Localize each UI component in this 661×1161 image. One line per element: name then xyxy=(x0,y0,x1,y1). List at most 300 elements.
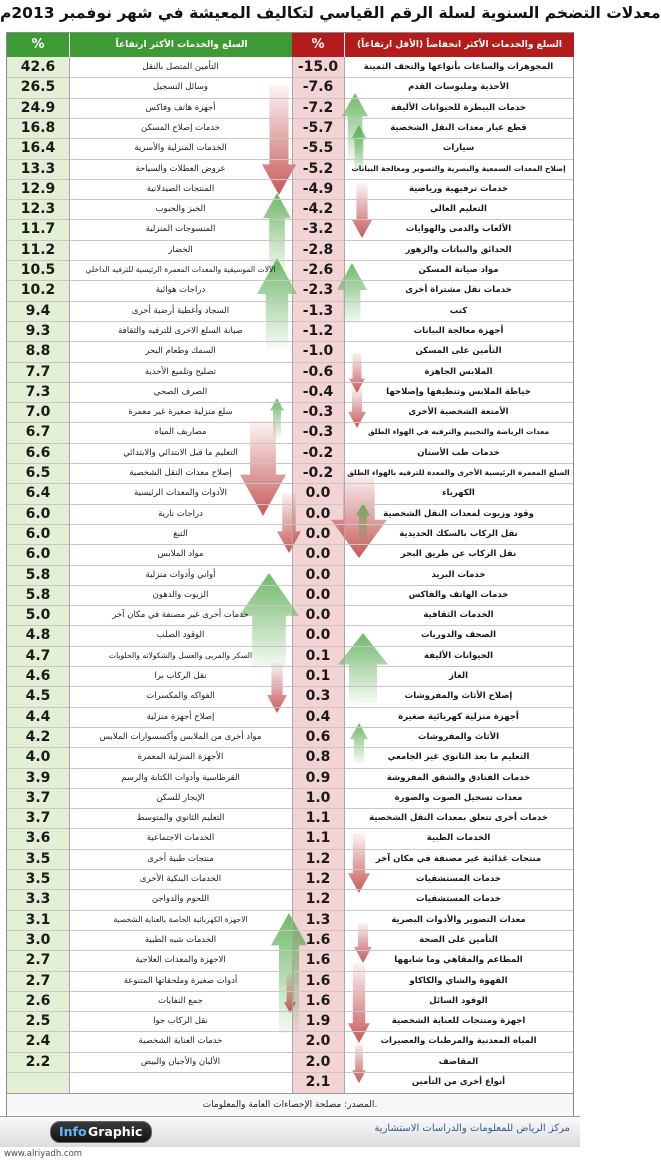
decrease-value: -0.3 xyxy=(302,404,334,421)
table-row xyxy=(7,1031,573,1052)
row-separator xyxy=(7,240,573,241)
decrease-item-name: مواد صيانة المسكن xyxy=(418,265,499,275)
decrease-item-name: التأمين على الصحة xyxy=(419,934,498,945)
row-separator xyxy=(7,971,573,972)
table-row xyxy=(7,443,573,464)
row-separator xyxy=(7,889,573,890)
table-row xyxy=(7,422,573,443)
decrease-value: -5.5 xyxy=(302,140,334,157)
increase-value: 3.5 xyxy=(25,871,51,887)
increase-value: 3.7 xyxy=(25,789,51,806)
increase-value: 6.0 xyxy=(25,546,51,563)
decrease-item-name: خدمات الفنادق والشقق المفروشة xyxy=(386,772,531,783)
increase-item-name: إصلاح أجهزة منزلية xyxy=(146,711,215,722)
decrease-items-header: السلع والخدمات الأكثر انخفاضاً (الأقل ارتفاعاً) xyxy=(344,33,574,57)
table-row xyxy=(7,666,573,687)
table-row xyxy=(7,57,573,78)
decrease-item-name: خدمات المستشفيات xyxy=(416,894,501,905)
decrease-item-name: معدات التصوير والأدوات البصرية xyxy=(391,914,526,925)
increase-value: 4.7 xyxy=(25,647,51,664)
increase-value: 7.0 xyxy=(25,404,51,421)
decrease-value: -0.2 xyxy=(302,444,334,461)
increase-item-name: أواني وأدوات منزلية xyxy=(145,569,216,580)
decrease-item-name: أنواع أخرى من التأمين xyxy=(411,1077,506,1087)
increase-value: 5.8 xyxy=(25,586,51,603)
table-row xyxy=(7,98,573,119)
row-separator xyxy=(7,1031,573,1032)
decrease-item-name: اجهزة ومنتجات للعناية الشخصية xyxy=(391,1016,526,1027)
decrease-value: -2.6 xyxy=(302,262,334,278)
increase-value: 9.4 xyxy=(25,302,51,319)
increase-item-name: التعليم ما قبل الابتدائي والابتدائي xyxy=(123,447,238,458)
increase-item-name: التعليم الثانوي والمتوسط xyxy=(136,813,225,824)
increase-item-name: الفواكه والمكسرات xyxy=(146,691,215,702)
increase-value: 2.6 xyxy=(25,992,51,1009)
table-row xyxy=(7,910,573,931)
row-separator xyxy=(7,625,573,626)
row-separator xyxy=(7,707,573,708)
table-row xyxy=(7,1011,573,1032)
brand-info-text: Info xyxy=(59,1124,87,1139)
table-row xyxy=(7,788,573,809)
table-row xyxy=(7,1052,573,1073)
increase-value: 6.7 xyxy=(25,424,51,441)
increase-item-name: اللحوم والدواجن xyxy=(151,894,210,905)
increase-item-name: الزيوت والدهون xyxy=(152,589,209,600)
row-separator xyxy=(7,585,573,586)
decrease-item-name: منتجات غذائية غير مصنفة في مكان آخر xyxy=(375,853,542,864)
publisher-name: مركز الرياض للمعلومات والدراسات الاستشارية xyxy=(374,1123,570,1134)
row-separator xyxy=(7,504,573,505)
infographic-logo xyxy=(50,1121,152,1143)
decrease-value: -7.2 xyxy=(302,99,334,116)
decrease-value: 0.0 xyxy=(305,505,331,522)
decrease-value: -1.2 xyxy=(302,322,334,339)
decrease-item-name: خدمات الهاتف والفاكس xyxy=(408,589,509,600)
increase-value: 3.1 xyxy=(25,911,51,928)
decrease-value: 1.6 xyxy=(305,952,331,969)
decrease-item-name: التأمين على المسكن xyxy=(415,346,502,357)
increase-value: 3.6 xyxy=(25,830,51,847)
increase-item-name: سلع منزلية صغيرة غير معمرة xyxy=(128,407,233,418)
decrease-item-name: خدمات أخرى تتعلق بمعدات النقل الشخصية xyxy=(369,813,548,824)
decrease-item-name: كتب xyxy=(449,305,468,316)
increase-item-name: وسائل التسجيل xyxy=(153,82,208,93)
decrease-item-name: التعليم العالي xyxy=(430,204,487,215)
decrease-item-name: خدمات ترفيهية ورياضية xyxy=(408,183,509,194)
row-separator xyxy=(7,443,573,444)
decrease-value: 0.0 xyxy=(305,485,331,502)
decrease-item-name: الكهرباء xyxy=(442,488,475,499)
increase-value: 2.5 xyxy=(25,1013,51,1030)
decrease-value: 1.1 xyxy=(305,830,331,847)
increase-value: 12.9 xyxy=(20,180,56,197)
table-row xyxy=(7,199,573,220)
increase-value: 11.2 xyxy=(20,241,56,258)
increase-value: 3.9 xyxy=(25,769,51,786)
increase-item-name: التأمين المتصل بالنقل xyxy=(142,62,219,72)
table-row xyxy=(7,504,573,525)
row-separator xyxy=(7,280,573,281)
table-row xyxy=(7,159,573,180)
table-row xyxy=(7,260,573,281)
decrease-value: -15.0 xyxy=(297,59,339,75)
decrease-value: -2.3 xyxy=(302,282,334,299)
increase-item-name: دراجات نارية xyxy=(158,508,203,519)
decrease-item-name: الصحف والدوريات xyxy=(420,630,497,641)
increase-item-name: مواد أخرى من الملابس وأكسسوارات الملابس xyxy=(99,731,262,742)
decrease-value: 0.1 xyxy=(305,668,331,684)
increase-value: 5.8 xyxy=(25,566,51,583)
decrease-item-name: القهوة والشاي والكاكاو xyxy=(409,975,508,986)
table-row xyxy=(7,747,573,768)
decrease-item-name: الأحذية وملبوسات القدم xyxy=(408,82,509,93)
decrease-item-name: خدمات المستشفيات xyxy=(416,874,501,884)
table-row xyxy=(7,686,573,707)
decrease-value: 1.1 xyxy=(305,810,331,827)
increase-item-name: الاجهزة الكهربائية الخاصة بالعناية الشخصية xyxy=(113,914,248,924)
decrease-value: 0.0 xyxy=(305,586,331,603)
increase-item-name xyxy=(71,1072,290,1092)
increase-item-name: الخبز والحبوب xyxy=(155,204,206,215)
increase-value: 7.3 xyxy=(25,383,51,400)
row-separator xyxy=(7,950,573,951)
increase-value: 2.7 xyxy=(25,972,51,989)
increase-item-name: دراجات هوائية xyxy=(155,285,206,296)
table-row xyxy=(7,179,573,200)
increase-value: 4.6 xyxy=(25,668,51,684)
row-separator xyxy=(7,768,573,769)
increase-value: 6.6 xyxy=(25,444,51,461)
increase-items-header: السلع والخدمات الأكثر ارتفاعاً xyxy=(69,33,293,57)
increase-value: 3.7 xyxy=(25,810,51,827)
decrease-value: 0.0 xyxy=(305,627,331,644)
table-row xyxy=(7,768,573,789)
row-separator xyxy=(7,524,573,525)
decrease-item-name: قطع غيار معدات النقل الشخصية xyxy=(390,122,527,133)
table-row xyxy=(7,321,573,342)
decrease-value: 0.1 xyxy=(305,647,331,664)
decrease-value: -1.3 xyxy=(302,302,334,319)
row-separator xyxy=(7,463,573,464)
row-separator xyxy=(7,98,573,99)
decrease-value: 1.6 xyxy=(305,931,331,948)
row-separator xyxy=(7,77,573,78)
decrease-item-name: الحدائق والنباتات والزهور xyxy=(405,244,512,255)
decrease-item-name: وقود وزيوت لمعدات النقل الشخصية xyxy=(383,508,534,519)
row-separator xyxy=(7,727,573,728)
decrease-value: 0.0 xyxy=(305,546,331,563)
table-row xyxy=(7,585,573,606)
decrease-item-name: الألعاب والدمى والهوايات xyxy=(405,224,512,235)
increase-value: 9.3 xyxy=(25,322,51,339)
increase-value: 5.0 xyxy=(25,607,51,624)
table-row xyxy=(7,971,573,992)
row-separator xyxy=(7,321,573,322)
increase-item-name: نقل الركاب جوا xyxy=(153,1016,208,1027)
decrease-item-name: الوقود السائل xyxy=(429,995,488,1006)
inflation-table xyxy=(6,32,574,1116)
decrease-value: -0.4 xyxy=(302,383,334,400)
footer-bar xyxy=(0,1116,580,1147)
increase-percent-header: % xyxy=(7,33,69,57)
increase-value: 4.8 xyxy=(25,627,51,644)
table-row xyxy=(7,463,573,484)
decrease-value: 1.2 xyxy=(305,871,331,887)
decrease-value: -7.6 xyxy=(302,79,334,96)
table-row xyxy=(7,118,573,139)
increase-value: 2.7 xyxy=(25,952,51,969)
increase-value: 2.2 xyxy=(25,1053,51,1070)
row-separator xyxy=(7,666,573,667)
increase-item-name: نقل الركاب برا xyxy=(154,671,207,681)
decrease-value: -0.2 xyxy=(302,465,334,481)
table-row xyxy=(7,402,573,423)
increase-item-name: خدمات إصلاح المسكن xyxy=(140,122,220,133)
increase-item-name: الخدمات البنكية الأخرى xyxy=(139,874,222,884)
decrease-item-name: الأثاث والمفروشات xyxy=(418,731,499,742)
table-row xyxy=(7,382,573,403)
decrease-item-name: الأمتعة الشخصية الأخرى xyxy=(408,407,509,418)
increase-item-name: خدمات أخرى غير مصنفة في مكان آخر xyxy=(112,610,249,621)
increase-item-name: جمع النفايات xyxy=(158,995,203,1006)
increase-item-name: تصليح وتلميع الأحذية xyxy=(144,366,217,377)
decrease-value: 0.9 xyxy=(305,769,331,786)
table-row xyxy=(7,889,573,910)
increase-value: 3.0 xyxy=(25,931,51,948)
increase-item-name: الخدمات شبه الطبية xyxy=(144,934,217,945)
decrease-item-name: خياطة الملابس وتنظيفها وإصلاحها xyxy=(386,386,531,397)
row-separator xyxy=(7,138,573,139)
decrease-item-name: إصلاح الأثاث والمفروشات xyxy=(404,691,513,702)
row-separator xyxy=(7,849,573,850)
table-row xyxy=(7,950,573,971)
increase-item-name: الآلات الموسيقية والمعدات المعمرة الرئيسية للترفيه الداخلي xyxy=(85,265,276,274)
increase-value: 3.3 xyxy=(25,891,51,908)
increase-value: 2.4 xyxy=(25,1033,51,1050)
table-row xyxy=(7,341,573,362)
decrease-value: 0.0 xyxy=(305,607,331,624)
increase-item-name: مواد الملابس xyxy=(157,549,204,560)
increase-value: 6.4 xyxy=(25,485,51,502)
decrease-value: 0.3 xyxy=(305,688,331,705)
increase-value: 42.6 xyxy=(20,59,56,75)
decrease-value: 1.2 xyxy=(305,850,331,867)
decrease-item-name: خدمات نقل مشتراة أخرى xyxy=(405,285,512,296)
decrease-value: 1.6 xyxy=(305,992,331,1009)
decrease-item-name: المجوهرات والساعات بأنواعها والتحف الثمينة xyxy=(363,62,554,72)
row-separator xyxy=(7,930,573,931)
column-divider xyxy=(344,57,345,1093)
increase-value: 4.0 xyxy=(25,749,51,766)
table-row xyxy=(7,605,573,626)
row-separator xyxy=(7,301,573,302)
row-separator xyxy=(7,788,573,789)
row-separator xyxy=(7,646,573,647)
increase-item-name: المنتجات الصيدلانية xyxy=(146,183,215,194)
table-row xyxy=(7,828,573,849)
increase-item-name: خدمات العناية الشخصية xyxy=(138,1036,223,1047)
row-separator xyxy=(7,544,573,545)
row-separator xyxy=(7,828,573,829)
table-row xyxy=(7,869,573,890)
increase-item-name: القرطاسية وأدوات الكتابة والرسم xyxy=(121,772,240,783)
decrease-value: 1.0 xyxy=(305,789,331,806)
decrease-value: 2.0 xyxy=(305,1033,331,1050)
increase-value: 26.5 xyxy=(20,79,56,96)
increase-item-name: الإيجار للسكن xyxy=(156,792,205,803)
table-row xyxy=(7,625,573,646)
decrease-value: -5.2 xyxy=(302,160,334,177)
row-separator xyxy=(7,260,573,261)
decrease-item-name: المقاصف xyxy=(438,1056,479,1067)
table-row xyxy=(7,483,573,504)
decrease-value: 1.3 xyxy=(305,911,331,928)
page-title: معدلات التضخم السنوية لسلة الرقم القياسي لتكاليف المعيشة في شهر نوفمبر 2013م xyxy=(0,4,661,22)
decrease-item-name: الملابس الجاهزة xyxy=(424,366,493,377)
increase-value: 6.0 xyxy=(25,505,51,522)
increase-value: 3.5 xyxy=(25,850,51,867)
decrease-value: -4.9 xyxy=(302,180,334,197)
decrease-value: 1.9 xyxy=(305,1013,331,1030)
increase-item-name: الخدمات الاجتماعية xyxy=(146,833,215,844)
decrease-item-name: المطاعم والمقاهي وما شابهها xyxy=(394,955,523,966)
decrease-value: 1.6 xyxy=(305,972,331,989)
decrease-percent-header: % xyxy=(292,33,344,57)
increase-item-name: أدوات صغيرة وملحقاتها المتنوعة xyxy=(123,975,238,986)
increase-value: 16.8 xyxy=(20,119,56,136)
decrease-item-name: إصلاح المعدات السمعية والبصرية والتصوير ومعالجة البيانات xyxy=(351,163,566,173)
decrease-item-name: الخدمات الثقافية xyxy=(423,610,494,621)
table-row xyxy=(7,849,573,870)
table-row xyxy=(7,362,573,383)
table-row xyxy=(7,727,573,748)
increase-item-name: الألبان والأجبان والبيض xyxy=(140,1056,221,1067)
row-separator xyxy=(7,159,573,160)
increase-item-name: الاجهزة والمعدات العلاجية xyxy=(135,955,226,966)
decrease-value: 2.1 xyxy=(305,1074,331,1090)
table-row xyxy=(7,1072,573,1093)
increase-item-name: السجاد وأغطية أرضية أخرى xyxy=(131,305,230,316)
decrease-value: 0.6 xyxy=(305,728,331,745)
increase-value: 11.7 xyxy=(20,221,56,238)
table-row xyxy=(7,138,573,159)
increase-item-name: عروض العطلات والسياحة xyxy=(135,163,226,174)
row-separator xyxy=(7,402,573,403)
increase-item-name: الوقود الصلب xyxy=(156,630,205,641)
increase-item-name: الخدمات المنزلية والأسرية xyxy=(134,143,227,154)
table-row xyxy=(7,991,573,1012)
row-separator xyxy=(7,747,573,748)
increase-value: 10.2 xyxy=(20,282,56,299)
increase-item-name: السمك وطعام البحر xyxy=(145,346,216,357)
brand-graphic-text: Graphic xyxy=(88,1124,143,1139)
row-separator xyxy=(7,808,573,809)
row-separator xyxy=(7,991,573,992)
increase-item-name: التبغ xyxy=(173,528,188,539)
row-separator xyxy=(7,341,573,342)
table-row xyxy=(7,646,573,667)
increase-value: 12.3 xyxy=(20,201,56,218)
row-separator xyxy=(7,686,573,687)
table-row xyxy=(7,565,573,586)
row-separator xyxy=(7,1052,573,1053)
decrease-item-name: معدات الرياضة والتخييم والترفيه في الهواء الطلق xyxy=(367,427,550,437)
increase-value: 4.2 xyxy=(25,728,51,745)
row-separator xyxy=(7,179,573,180)
increase-item-name: إصلاح معدات النقل الشخصية xyxy=(129,468,232,478)
increase-item-name: مصاريف المياه xyxy=(154,427,207,438)
increase-value: 10.5 xyxy=(20,262,56,278)
decrease-value: 2.0 xyxy=(305,1053,331,1070)
decrease-item-name: خدمات البيطرة للحيوانات الأليفة xyxy=(390,102,527,113)
table-row xyxy=(7,930,573,951)
decrease-value: -5.7 xyxy=(302,119,334,136)
column-divider xyxy=(69,57,70,1093)
increase-value: 16.4 xyxy=(20,140,56,157)
increase-item-name: صيانة السلع الاخرى للترفيه والثقافة xyxy=(118,325,243,336)
source-note: المصدر: مصلحة الإحصاءات العامة والمعلومات. xyxy=(7,1093,573,1116)
table-row xyxy=(7,301,573,322)
row-separator xyxy=(7,910,573,911)
decrease-value: -3.2 xyxy=(302,221,334,238)
increase-value: 24.9 xyxy=(20,99,56,116)
increase-item-name: الأجهزة المنزلية المعمرة xyxy=(137,752,224,763)
increase-item-name: أجهزة هاتف وفاكس xyxy=(145,102,216,113)
row-separator xyxy=(7,382,573,383)
website-watermark: www.alriyadh.com xyxy=(4,1149,83,1159)
table-row xyxy=(7,707,573,728)
table-row xyxy=(7,280,573,301)
row-separator xyxy=(7,362,573,363)
decrease-item-name: الغاز xyxy=(449,671,468,681)
increase-item-name: المنسوجات المنزلية xyxy=(145,224,216,235)
table-row xyxy=(7,524,573,545)
increase-value: 6.0 xyxy=(25,525,51,542)
decrease-item-name: خدمات طب الأسنان xyxy=(417,447,500,458)
decrease-item-name: سيارات xyxy=(442,143,475,154)
table-row xyxy=(7,240,573,261)
increase-value: 4.5 xyxy=(25,688,51,705)
row-separator xyxy=(7,1011,573,1012)
increase-item-name: منتجات طبية أخرى xyxy=(147,853,214,864)
decrease-value: -1.0 xyxy=(302,343,334,360)
row-separator xyxy=(7,422,573,423)
table-row xyxy=(7,808,573,829)
decrease-value: -0.6 xyxy=(302,363,334,380)
row-separator xyxy=(7,869,573,870)
decrease-value: 0.0 xyxy=(305,566,331,583)
row-separator xyxy=(7,199,573,200)
decrease-item-name: أجهزة منزلية كهربائية صغيرة xyxy=(398,711,519,722)
row-separator xyxy=(7,118,573,119)
decrease-item-name: التعليم ما بعد الثانوي غير الجامعي xyxy=(387,752,530,763)
increase-item-name: الخضار xyxy=(168,244,193,255)
decrease-value: 0.0 xyxy=(305,525,331,542)
decrease-value: 0.4 xyxy=(305,708,331,725)
decrease-value: 1.2 xyxy=(305,891,331,908)
decrease-item-name: الخدمات الطبية xyxy=(426,833,491,844)
row-separator xyxy=(7,1072,573,1073)
table-row xyxy=(7,219,573,240)
decrease-item-name: أجهزة معالجة البيانات xyxy=(413,325,504,336)
increase-value: 7.7 xyxy=(25,363,51,380)
increase-value: 4.4 xyxy=(25,708,51,725)
decrease-item-name: السلع المعمرة الرئيسية الأخرى والمعدة للترفيه بالهواء الطلق xyxy=(347,468,570,477)
increase-item-name: الأدوات والمعدات الرئيسية xyxy=(133,488,228,499)
decrease-item-name: نقل الركاب بالسكك الحديدية xyxy=(399,528,518,539)
increase-value: 6.5 xyxy=(25,465,51,481)
